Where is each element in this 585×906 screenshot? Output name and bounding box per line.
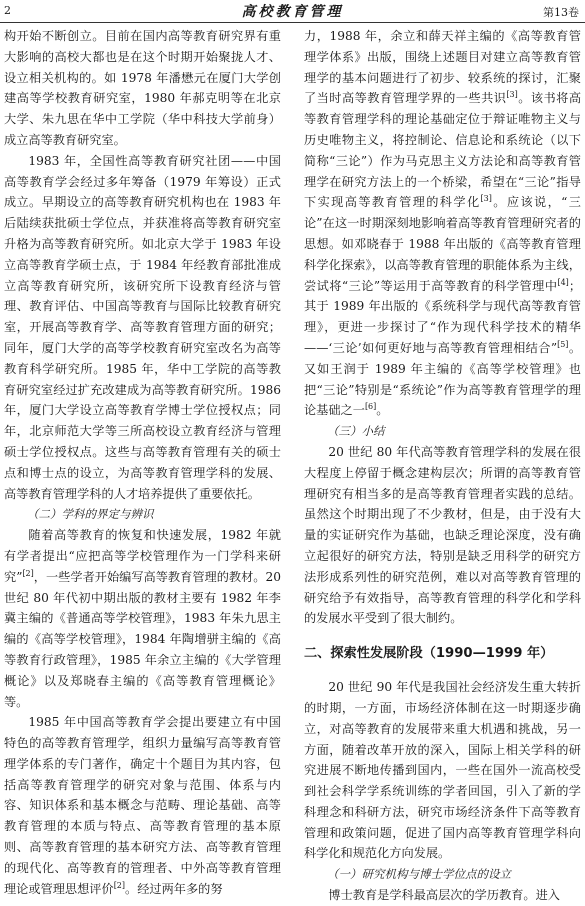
citation: [4] [557, 277, 569, 287]
paragraph: 20 世纪 90 年代是我国社会经济发生重大转折的时期，一方面，市场经济体制在这一时期逐步确立，对高等教育的发展带来重大机遇和挑战，另一方面，随着改革开放的深入，国际上相关学科的研究进展不断地传播到国内，一些在国外一流高校受到社会科学学系统训练的学者回国，引入了新的学科理念和科研方法，研究市场经济条件下高等教育管理和政策问题，促进了国内高等教育管理学科向科学化和规范化方向发展。 [304, 680, 581, 861]
citation: [2] [113, 880, 126, 890]
paragraph-text: 。 [376, 403, 389, 418]
page-header [0, 0, 585, 23]
right-column [304, 26, 582, 903]
paragraph-text: 。应该说，“三论”在这一时期深刻地影响着高等教育管理研究者的思想。如邓晓春于 1988 年出版的《高等教育管理科学化探索》，以高等教育管理的职能体系为主线，尝试将“三论”等运用于高等教育的科学管理中 [304, 195, 581, 293]
issue-label: 第13卷 [543, 6, 579, 19]
paragraph: 博士教育是学科最高层次的学历教育。进入 [328, 888, 560, 903]
paragraph: 构开始不断创立。目前在国内高等教育研究界有重大影响的高校大都也是在这个时期开始聚拢人才、设立相关机构的。如 1978 年潘懋元在厦门大学创建高等学校教育研究室，1980 年郝克明等在北京大学、朱九思在华中工学院（华中科技大学前身）成立高等教育研究室。 [4, 29, 281, 147]
journal-title: 高校教育管理 [241, 4, 344, 20]
paragraph-text: ，一些学者开始编写高等教育管理的教材。20 世纪 80 年代初中期出版的教材主要有 1982 年李冀主编的《普通高等学校管理》，1983 年朱九思主编的《高等学校管理》，1984 年陶增骈主编的《高等教育行政管理》，1985 年余立主编的《大学管理概论》以及郑晓春主编的《高等教育管理概论》等。 [4, 569, 282, 709]
paragraph [4, 712, 281, 899]
paragraph: 20 世纪 80 年代高等教育管理学科的发展在很大程度上停留于概念建构层次；所谓的高等教育管理研究有相当多的是高等教育管理者实践的总结。虽然这个时期出现了不少教材，但是，由于没有大量的实证研究作为基础，也缺乏理论深度，没有确立起很好的研究方法，特别是缺乏用科学的研究方法形成系列性的研究范例，难以对高等教育管理的研究给予有效指导，高等教育管理的科学化和学科的发展水平受到了很大制约。 [304, 444, 581, 626]
subsection-heading: （三）小结 [327, 424, 385, 439]
citation: [2] [22, 568, 34, 578]
paragraph-text: 。经过两年多的努 [125, 881, 223, 896]
page-number: 2 [4, 4, 11, 17]
subsection-heading: （二）学科的界定与辨识 [27, 507, 154, 522]
left-column [4, 26, 282, 896]
paragraph-text: 。又如王润于 1989 年主编的《高等学校管理》也把“三论”特别是“系统论”作为高等教育管理学的理论基础之一 [304, 340, 582, 418]
section-heading: 二、探索性发展阶段（1990—1999 年） [304, 646, 554, 662]
paragraph-text: 。该书将高等教育管理学科的理论基础定位于辩证唯物主义与历史唯物主义，将控制论、信息论和系统论（以下简称“三论”）作为马克思主义方法论和高等教育管理学在研究方法上的一个桥梁，希望在“三论”指导下实现高等教育管理的科学化 [304, 91, 582, 210]
subsection-heading: （一）研究机构与博士学位点的设立 [327, 867, 511, 882]
citation: [5] [557, 339, 569, 349]
paragraph [4, 525, 281, 712]
paragraph-text: ；其于 1989 年出版的《系统科学与现代高等教育管理》，更进一步探讨了“作为现代科学技术的精华——‘三论’如何更好地与高等教育管理相结合” [304, 278, 581, 355]
citation: [6] [364, 402, 377, 412]
paragraph-text: 力，1988 年，余立和薛天祥主编的《高等教育管理学体系》出版，围绕上述题目对建立高等教育管理学的基本问题进行了初步、较系统的探讨，汇聚了当时高等教育管理学界的一些共识 [304, 29, 581, 106]
citation: [3] [480, 194, 492, 204]
paragraph-text: 1985 年中国高等教育学会提出要建立有中国特色的高等教育管理学，组织力量编写高等教育管理学体系的专门著作，确定十个题目为其内容，包括高等教育管理学的研究对象与范围、体系与内容、知识体系和基本概念与范畴、理论基础、高等教育管理的本质与特点、高等教育管理的基本原则、高等教育管理的基本研究方法、高等教育管理的现代化、高等教育的管理者、中外高等教育管理理论或管理思想评价 [4, 715, 281, 896]
paragraph-text: 随着高等教育的恢复和快速发展，1982 年就有学者提出“应把高等学校管理作为一门学科来研究” [4, 528, 281, 584]
citation: [3] [506, 90, 518, 100]
paragraph [304, 26, 581, 421]
paragraph: 1983 年，全国性高等教育研究社团——中国高等教育学会经过多年筹备（1979 年筹设）正式成立。早期设立的高等教育研究机构也在 1983 年后陆续获批硕士学位点，并获准将高等教育研究室升格为高等教育研究所。如北京大学于 1983 年设立高等教育学硕士点，于 1984 年经教育部批准成立高等教育研究所，该研究所下设教育经济与管理、教育评估、中国高等教育与国际比较教育研究室，开展高等教育学、高等教育管理方面的研究；同年，厦门大学的高等学校教育研究室改名为高等教育科学研究所。1985 年，华中工学院的高等教育研究室经过扩充改建成为高等教育研究所。1986 年，厦门大学设立高等教育学博士学位授权点；同年，北京师范大学等三所高校设立教育经济与管理硕士学位授权点。这些与高等教育管理有关的硕士点和博士点的设立，为高等教育管理学科的发展、高等教育管理学科的人才培养提供了重要依托。 [4, 153, 281, 501]
